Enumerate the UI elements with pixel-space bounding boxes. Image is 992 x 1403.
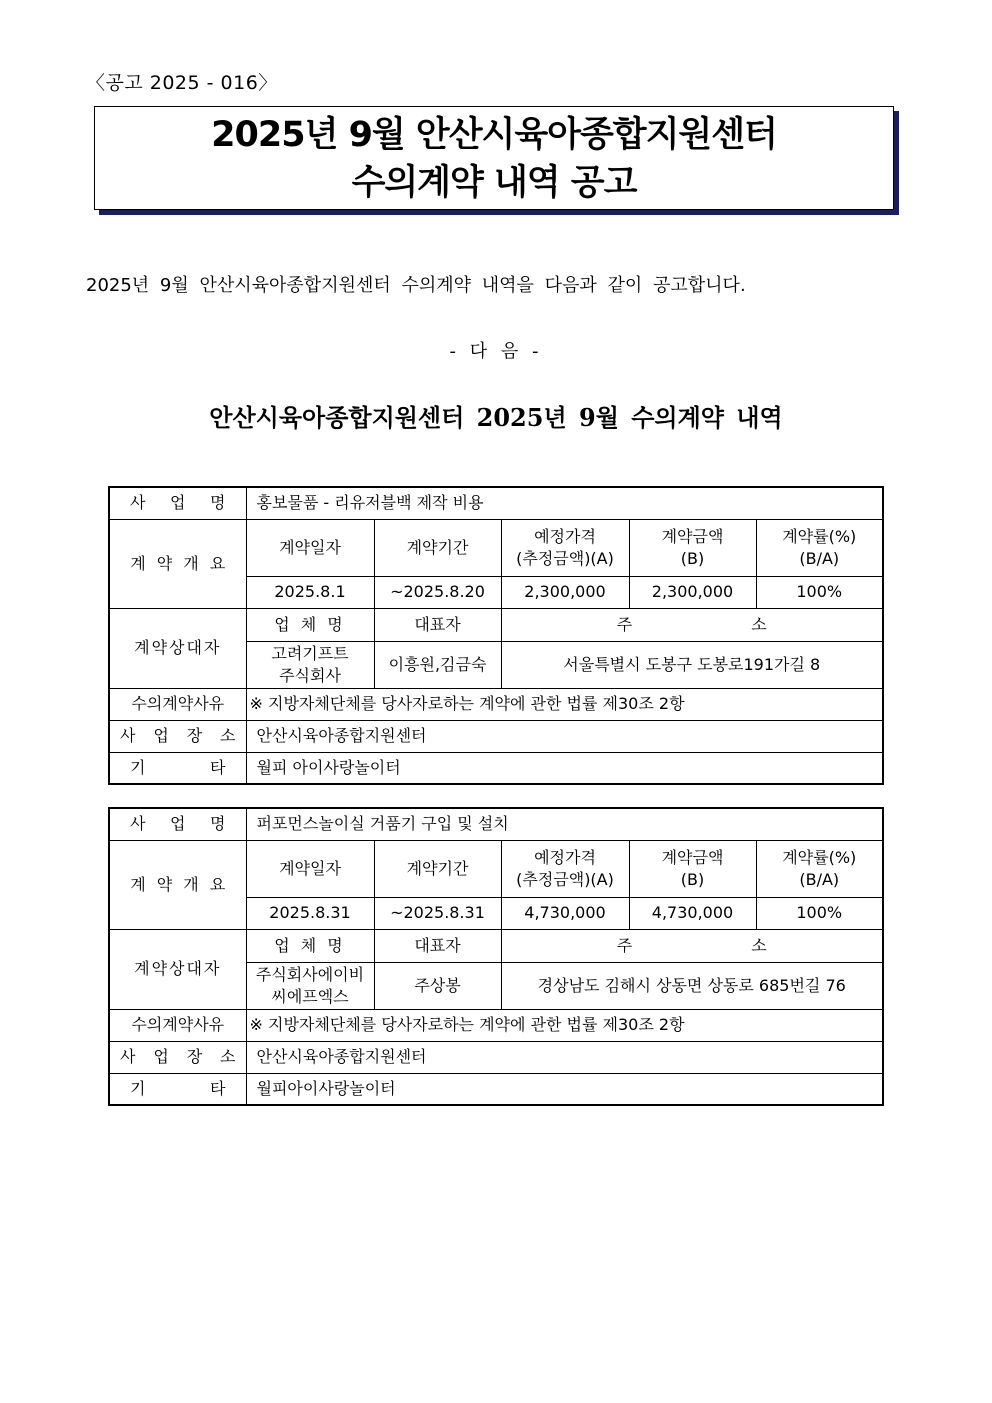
section-subtitle: 안산시육아종합지원센터 2025년 9월 수의계약 내역 [209,403,783,432]
label-reason: 수의계약사유 [109,688,246,720]
contract-period: ~2025.8.31 [374,897,501,929]
etc: 월피 아이사랑놀이터 [246,752,883,784]
table-row [109,808,883,840]
contract-table-2 [108,807,884,1106]
address: 경상남도 김해시 상동면 상동로 685번길 76 [501,962,883,1009]
header-contract-date: 계약일자 [246,840,374,897]
location: 안산시육아종합지원센터 [246,720,883,752]
header-representative: 대표자 [374,929,501,962]
etc: 월피아이사랑놀이터 [246,1073,883,1105]
project-name: 홍보물품 - 리유저블백 제작 비용 [246,487,883,519]
header-contract-rate: 계약률(%) (B/A) [756,840,883,897]
contract-date: 2025.8.1 [246,576,374,608]
table-row [109,720,883,752]
label-counterparty: 계약상대자 [109,608,246,688]
contract-date: 2025.8.31 [246,897,374,929]
header-address: 주 소 [501,608,883,641]
label-project-name: 사 업 명 [109,808,246,840]
label-etc: 기 타 [109,752,246,784]
header-company-name: 업 체 명 [246,608,374,641]
header-contract-date: 계약일자 [246,519,374,576]
reason: ※ 지방자체단체를 당사자로하는 계약에 관한 법률 제30조 2항 [246,688,883,720]
label-counterparty: 계약상대자 [109,929,246,1009]
header-address: 주 소 [501,929,883,962]
table-row [109,519,883,576]
location: 안산시육아종합지원센터 [246,1041,883,1073]
contract-amount: 2,300,000 [629,576,756,608]
project-name: 퍼포먼스놀이실 거품기 구입 및 설치 [246,808,883,840]
estimated-price: 4,730,000 [501,897,629,929]
estimated-price: 2,300,000 [501,576,629,608]
contract-period: ~2025.8.20 [374,576,501,608]
table-row [109,608,883,641]
title-box [94,106,894,210]
label-location: 사 업 장 소 [109,1041,246,1073]
header-contract-period: 계약기간 [374,840,501,897]
company-name: 고려기프트 주식회사 [246,641,374,688]
contract-amount: 4,730,000 [629,897,756,929]
table-row [109,487,883,519]
reason: ※ 지방자체단체를 당사자로하는 계약에 관한 법률 제30조 2항 [246,1009,883,1041]
header-representative: 대표자 [374,608,501,641]
next-marker: - 다 음 - [449,341,543,362]
label-contract-overview: 계 약 개 요 [109,840,246,929]
table-row [109,1009,883,1041]
table-row [109,1041,883,1073]
header-estimated-price: 예정가격 (추정금액)(A) [501,840,629,897]
contract-rate: 100% [756,576,883,608]
header-contract-amount: 계약금액 (B) [629,519,756,576]
company-name: 주식회사에이비 씨에프엑스 [246,962,374,1009]
header-contract-period: 계약기간 [374,519,501,576]
label-reason: 수의계약사유 [109,1009,246,1041]
label-location: 사 업 장 소 [109,720,246,752]
representative: 주상봉 [374,962,501,1009]
notice-number: 〈공고 2025 - 016〉 [86,72,278,94]
table-row [109,752,883,784]
contract-rate: 100% [756,897,883,929]
label-contract-overview: 계 약 개 요 [109,519,246,608]
intro-text: 2025년 9월 안산시육아종합지원센터 수의계약 내역을 다음과 같이 공고합니다. [86,275,746,296]
table-row [109,688,883,720]
representative: 이흥원,김금숙 [374,641,501,688]
table-row [109,929,883,962]
header-company-name: 업 체 명 [246,929,374,962]
address: 서울특별시 도봉구 도봉로191가길 8 [501,641,883,688]
page-title-line-1: 2025년 9월 안산시육아종합지원센터 [211,115,777,155]
label-etc: 기 타 [109,1073,246,1105]
header-contract-amount: 계약금액 (B) [629,840,756,897]
header-estimated-price: 예정가격 (추정금액)(A) [501,519,629,576]
label-project-name: 사 업 명 [109,487,246,519]
table-row [109,1073,883,1105]
contract-table-1 [108,486,884,785]
header-contract-rate: 계약률(%) (B/A) [756,519,883,576]
table-row [109,840,883,897]
page-title-line-2: 수의계약 내역 공고 [351,163,637,203]
